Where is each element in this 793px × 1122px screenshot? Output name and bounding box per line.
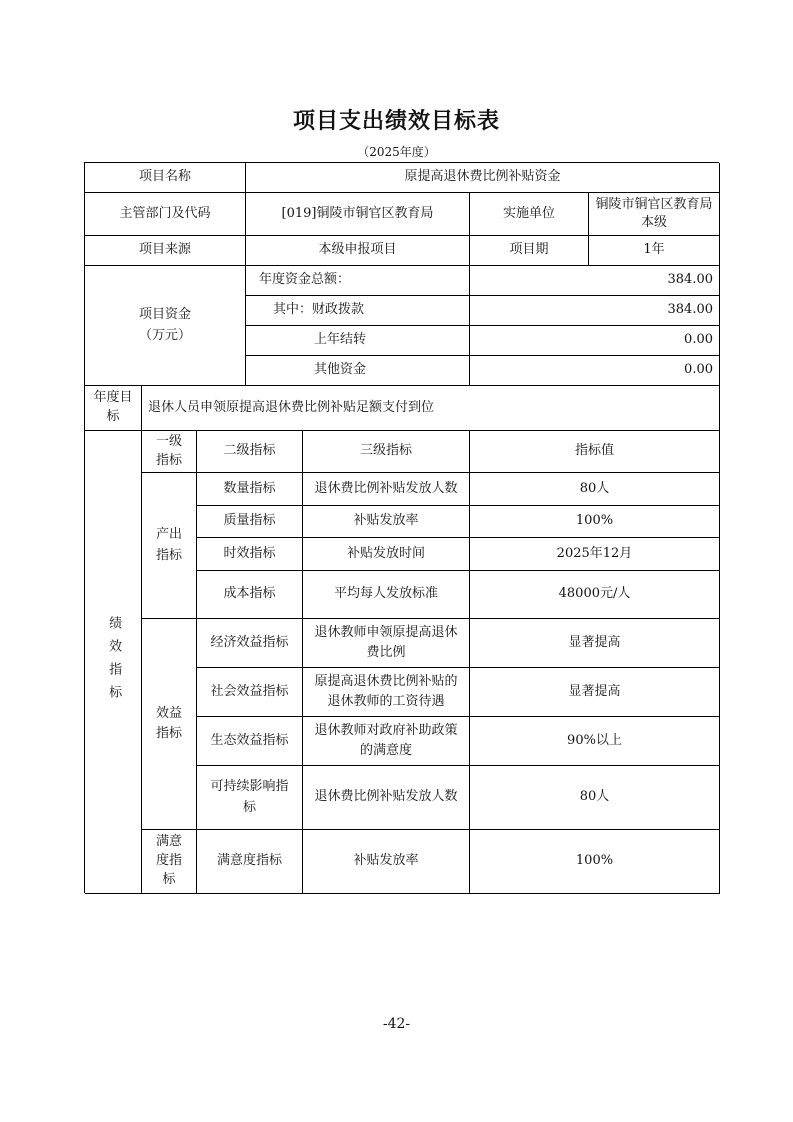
level3-cell: 退休费比例补贴发放人数 bbox=[303, 766, 470, 830]
funds-row-value: 0.00 bbox=[470, 356, 720, 386]
funds-row-value: 384.00 bbox=[470, 266, 720, 296]
performance-target-table bbox=[84, 162, 719, 893]
source-value: 本级申报项目 bbox=[246, 236, 470, 266]
level2-cell: 数量指标 bbox=[197, 473, 303, 506]
funds-row-value: 384.00 bbox=[470, 296, 720, 326]
header-level2: 二级指标 bbox=[197, 431, 303, 473]
level2-cell: 生态效益指标 bbox=[197, 717, 303, 766]
level2-cell: 可持续影响指标 bbox=[197, 766, 303, 830]
level3-cell: 补贴发放率 bbox=[303, 830, 470, 894]
project-name-label: 项目名称 bbox=[85, 163, 246, 193]
level3-cell: 退休教师申领原提高退休费比例 bbox=[303, 619, 470, 668]
level2-cell: 质量指标 bbox=[197, 506, 303, 538]
project-name-value: 原提高退休费比例补贴资金 bbox=[246, 163, 720, 193]
value-cell: 80人 bbox=[470, 766, 720, 830]
indicators-section-text: 绩效指标 bbox=[106, 616, 122, 708]
level2-cell: 时效指标 bbox=[197, 538, 303, 571]
value-cell: 90%以上 bbox=[470, 717, 720, 766]
level2-cell: 满意度指标 bbox=[197, 830, 303, 894]
value-cell: 100% bbox=[470, 830, 720, 894]
level1-satisfaction: 满意度指标 bbox=[142, 830, 197, 894]
period-label: 项目期 bbox=[470, 236, 589, 266]
value-cell: 48000元/人 bbox=[470, 571, 720, 619]
funds-row-label: 年度资金总额： bbox=[246, 266, 470, 296]
funds-label bbox=[85, 266, 246, 386]
dept-value: [019]铜陵市铜官区教育局 bbox=[246, 193, 470, 236]
level3-cell: 补贴发放率 bbox=[303, 506, 470, 538]
level2-cell: 成本指标 bbox=[197, 571, 303, 619]
level3-cell: 退休费比例补贴发放人数 bbox=[303, 473, 470, 506]
indicators-section-label bbox=[85, 431, 142, 894]
annual-goal-label: 年度目标 bbox=[85, 386, 142, 431]
level3-cell: 原提高退休费比例补贴的退休教师的工资待遇 bbox=[303, 668, 470, 717]
impl-unit-label: 实施单位 bbox=[470, 193, 589, 236]
value-cell: 2025年12月 bbox=[470, 538, 720, 571]
level2-cell: 经济效益指标 bbox=[197, 619, 303, 668]
level1-output: 产出指标 bbox=[142, 473, 197, 619]
level3-cell: 平均每人发放标准 bbox=[303, 571, 470, 619]
page-title: 项目支出绩效目标表 bbox=[292, 109, 500, 134]
value-cell: 显著提高 bbox=[470, 619, 720, 668]
value-cell: 100% bbox=[470, 506, 720, 538]
annual-goal-text: 退休人员申领原提高退休费比例补贴足额支付到位 bbox=[142, 386, 720, 431]
level2-cell: 社会效益指标 bbox=[197, 668, 303, 717]
level3-cell: 退休教师对政府补助政策的满意度 bbox=[303, 717, 470, 766]
impl-unit-value: 铜陵市铜官区教育局本级 bbox=[589, 193, 720, 236]
funds-row-label: 其中：财政拨款 bbox=[246, 296, 470, 326]
dept-label: 主管部门及代码 bbox=[85, 193, 246, 236]
funds-label-text: 项目资金 bbox=[138, 307, 191, 323]
header-value: 指标值 bbox=[470, 431, 720, 473]
level3-cell: 补贴发放时间 bbox=[303, 538, 470, 571]
period-value: 1年 bbox=[589, 236, 720, 266]
header-level3: 三级指标 bbox=[303, 431, 470, 473]
year-subtitle: （2025年度） bbox=[357, 145, 436, 159]
source-label: 项目来源 bbox=[85, 236, 246, 266]
value-cell: 80人 bbox=[470, 473, 720, 506]
funds-row-label: 其他资金 bbox=[246, 356, 470, 386]
funds-unit: （万元） bbox=[138, 327, 191, 343]
level1-benefit: 效益指标 bbox=[142, 619, 197, 830]
page-number: -42- bbox=[382, 1016, 411, 1032]
value-cell: 显著提高 bbox=[470, 668, 720, 717]
funds-row-label: 上年结转 bbox=[246, 326, 470, 356]
header-level1: 一级指标 bbox=[142, 431, 197, 473]
funds-row-value: 0.00 bbox=[470, 326, 720, 356]
